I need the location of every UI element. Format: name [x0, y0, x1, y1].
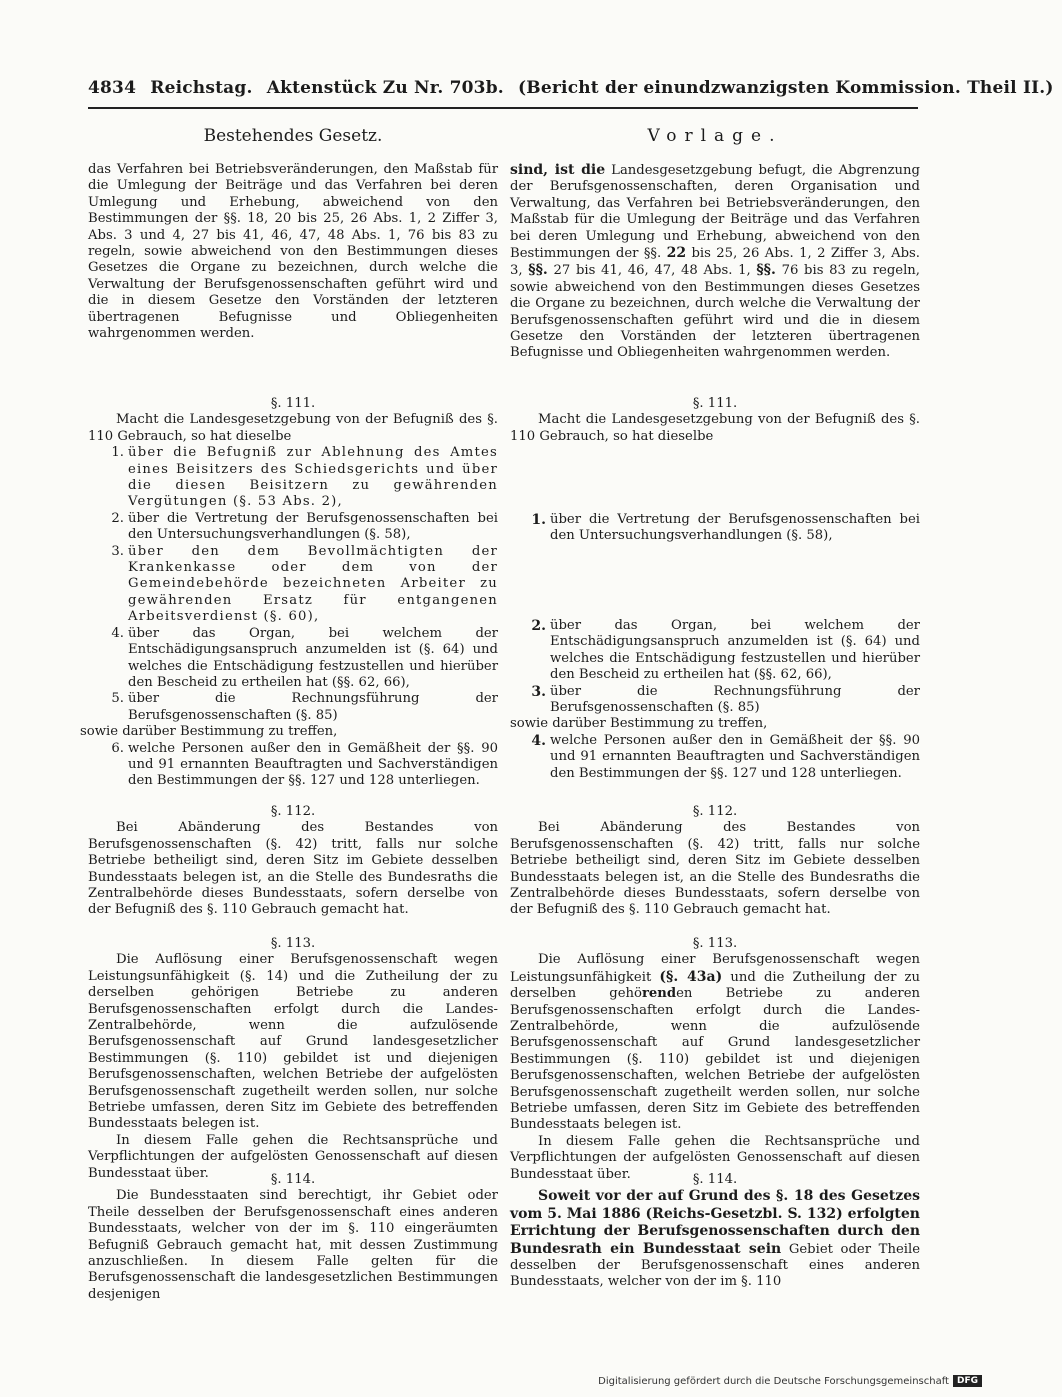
- right-intro: sind, ist die Landesgesetzgebung befugt, die Abgrenzung der Berufsgenossenschaften, deren Organisation und Verwaltung, das Verfahren bei Betriebsveränderungen, den Maßstab für die Umlegung der Beiträge und das Verfahren bei deren Umlegung und Erhebung, abweichend von den Bestimmungen der §§. 22 bis 25, 26 Abs. 1, 2 Ziffer 3, Abs. 3, §§. 27 bis 41, 46, 47, 48 Abs. 1, §§. 76 bis 83 zu regeln, sowie abweichend von den Bestimmungen dieses Gesetzes die Organe zu bezeichnen, durch welche die Verwaltung der Berufsgenossenschaften geführt wird und die in diesem Gesetze den Vorständen der letzteren übertragenen Befugnisse und Obliegenheiten wahrgenommen werden.: [510, 162, 920, 361]
- page-header: [88, 78, 1054, 98]
- left-section-114: §. 114. Die Bundesstaaten sind berechtigt, ihr Gebiet oder Theile desselben der Berufsgenossenschaft eines anderen Bundesstaats, welcher von der im §. 110 eingeräumten Befugniß Gebrauch gemacht hat, mit dessen Zustimmung anzuschließen. In diesem Falle gelten für die Berufsgenossenschaft die landesgesetzlichen Bestimmungen desjenigen: [88, 1172, 498, 1302]
- right-section-112: §. 112. Bei Abänderung des Bestandes von Berufsgenossenschaften (§. 42) tritt, falls nur solche Betriebe betheiligt sind, deren Sitz im Gebiete desselben Bundesstaats belegen ist, an die Stelle des Bundesraths die Zentralbehörde dieses Bundesstaats, sofern derselbe von der Befugniß des §. 110 Gebrauch gemacht hat.: [510, 804, 920, 918]
- footer-text: Digitalisierung gefördert durch die Deutsche Forschungsgemeinschaft: [598, 1375, 949, 1387]
- list-item: 3. über den dem Bevollmächtigten der Krankenkasse oder dem von der Gemeindebehörde bezeichneten Arbeiter zu gewährenden Ersatz für entgangenen Arbeitsverdienst (§. 60),: [111, 543, 498, 625]
- section-heading: §. 112.: [270, 804, 316, 819]
- section-heading: §. 114.: [270, 1172, 316, 1187]
- list-item: 6. welche Personen außer den in Gemäßheit der §§. 90 und 91 ernannten Beauftragten und Sachverständigen den Bestimmungen der §§. 127 und 128 unterliegen.: [111, 740, 498, 789]
- list-item: 5. über die Rechnungsführung der Berufsgenossenschaften (§. 85): [111, 691, 498, 723]
- page-number: 4834: [88, 78, 137, 98]
- list-item: 4. über das Organ, bei welchem der Entschädigungsanspruch anzumelden ist (§. 64) und welches die Entschädigung festzustellen und hierüber den Bescheid zu ertheilen hat (§§. 62, 66),: [111, 625, 498, 690]
- right-section-111: §. 111. Macht die Landesgesetzgebung von der Befugniß des §. 110 Gebrauch, so hat dieselbe: [510, 396, 920, 444]
- right-section-113: §. 113. Die Auflösung einer Berufsgenossenschaft wegen Leistungsunfähigkeit (§. 43a) und die Zutheilung der zu derselben gehörenden Betriebe zu anderen Berufsgenossenschaften erfolgt durch die Landes-Zentralbehörde, wenn die aufzulösende Berufsgenossenschaft auf Grund landesgesetzlicher Bestimmungen (§. 110) gebildet ist und diejenigen Berufsgenossenschaften, welchen Betriebe der aufgelösten Berufsgenossenschaft zugetheilt werden sollen, nur solche Betriebe umfassen, deren Sitz im Gebiete des betreffenden Bundesstaats belegen ist. In diesem Falle gehen die Rechtsansprüche und Verpflichtungen der aufgelösten Genossenschaft auf diesen Bundesstaat über.: [510, 936, 920, 1182]
- right-items-2-4: 2. über das Organ, bei welchem der Entschädigungsanspruch anzumelden ist (§. 64) und welches die Entschädigung festzustellen und hierüber den Bescheid zu ertheilen hat (§§. 62, 66), 3. über die Rechnungsführung der Berufsgenossenschaften (§. 85) sowie darüber Bestimmung zu treffen, 4. welche Personen außer den in Gemäßheit der §§. 90 und 91 ernannten Beauftragten und Sachverständigen den Bestimmungen der §§. 127 und 128 unterliegen.: [510, 618, 920, 781]
- list-item: 2. über das Organ, bei welchem der Entschädigungsanspruch anzumelden ist (§. 64) und welches die Entschädigung festzustellen und hierüber den Bescheid zu ertheilen hat (§§. 62, 66),: [531, 618, 920, 683]
- list-item: 3. über die Rechnungsführung der Berufsgenossenschaften (§. 85): [531, 683, 920, 716]
- section-heading: §. 113.: [692, 936, 738, 951]
- section-heading: §. 111.: [692, 396, 738, 411]
- left-section-113: §. 113. Die Auflösung einer Berufsgenossenschaft wegen Leistungsunfähigkeit (§. 14) und die Zutheilung der zu derselben gehörigen Betriebe zu anderen Berufsgenossenschaften erfolgt durch die Landes-Zentralbehörde, wenn die aufzulösende Berufsgenossenschaft auf Grund landesgesetzlicher Bestimmungen (§. 110) gebildet ist und diejenigen Berufsgenossenschaften, welchen Betriebe der aufgelösten Berufsgenossenschaft zugetheilt werden sollen, nur solche Betriebe umfassen, deren Sitz im Gebiete des betreffenden Bundesstaats belegen ist. In diesem Falle gehen die Rechtsansprüche und Verpflichtungen der aufgelösten Genossenschaft auf diesen Bundesstaat über.: [88, 936, 498, 1181]
- left-intro: das Verfahren bei Betriebsveränderungen, den Maßstab für die Umlegung der Beiträge und das Verfahren bei deren Umlegung und Erhebung, abweichend von den Bestimmungen der §§. 18, 20 bis 25, 26 Abs. 1, 2 Ziffer 3, Abs. 3 und 4, 27 bis 41, 46, 47, 48 Abs. 1, 76 bis 83 zu regeln, sowie abweichend von den Bestimmungen dieses Gesetzes die Organe zu bezeichnen, durch welche die Verwaltung der Berufsgenossenschaften geführt wird und die in diesem Gesetze den Vorständen der letzteren übertragenen Befugnisse und Obliegenheiten wahrgenommen werden.: [88, 162, 498, 342]
- digitization-footer: [598, 1375, 982, 1387]
- list-item: 1. über die Befugniß zur Ablehnung des Amtes eines Beisitzers des Schiedsgerichts und über die diesen Beisitzern zu gewährenden Vergütungen (§. 53 Abs. 2),: [111, 445, 498, 510]
- right-item-1: [510, 512, 920, 545]
- right-column-title: Vorlage.: [647, 126, 783, 146]
- header-report: (Bericht der einundzwanzigsten Kommission. Theil II.): [518, 78, 1054, 98]
- section-heading: §. 114.: [692, 1172, 738, 1187]
- left-section-112: §. 112. Bei Abänderung des Bestandes von Berufsgenossenschaften (§. 42) tritt, falls nur solche Betriebe betheiligt sind, deren Sitz im Gebiete desselben Bundesstaats belegen ist, an die Stelle des Bundesraths die Zentralbehörde dieses Bundesstaats, sofern derselbe von der Befugniß des §. 110 Gebrauch gemacht hat.: [88, 804, 498, 918]
- left-column-title: Bestehendes Gesetz.: [203, 126, 383, 146]
- section-heading: §. 112.: [692, 804, 738, 819]
- header-doc: Aktenstück Zu Nr. 703b.: [266, 78, 504, 98]
- header-rule: [88, 107, 918, 109]
- header-body: Reichstag.: [150, 78, 253, 98]
- section-heading: §. 111.: [270, 396, 316, 411]
- list-item: 4. welche Personen außer den in Gemäßheit der §§. 90 und 91 ernannten Beauftragten und Sachverständigen den Bestimmungen der §§. 127 und 128 unterliegen.: [531, 732, 920, 781]
- right-section-114: §. 114. Soweit vor der auf Grund des §. 18 des Gesetzes vom 5. Mai 1886 (Reichs-Gesetzbl. S. 132) erfolgten Errichtung der Berufsgenossenschaften durch den Bundesrath ein Bundesstaat sein Gebiet oder Theile desselben der Berufsgenossenschaft eines anderen Bundesstaats, welcher von der im §. 110: [510, 1172, 920, 1290]
- list-item: 2. über die Vertretung der Berufsgenossenschaften bei den Untersuchungsverhandlungen (§. 58),: [111, 510, 498, 543]
- left-section-111: §. 111. Macht die Landesgesetzgebung von der Befugniß des §. 110 Gebrauch, so hat dieselbe 1. über die Befugniß zur Ablehnung des Amtes eines Beisitzers des Schiedsgerichts und über die diesen Beisitzern zu gewährenden Vergütungen (§. 53 Abs. 2), 2. über die Vertretung der Berufsgenossenschaften bei den Untersuchungsverhandlungen (§. 58), 3. über den dem Bevollmächtigten der Krankenkasse oder dem von der Gemeindebehörde bezeichneten Arbeiter zu gewährenden Ersatz für entgangenen Arbeitsverdienst (§. 60), 4. über das Organ, bei welchem der Entschädigungsanspruch anzumelden ist (§. 64) und welches die Entschädigung festzustellen und hierüber den Bescheid zu ertheilen hat (§§. 62, 66), 5. über die Rechnungsführung der Berufsgenossenschaften (§. 85) sowie darüber Bestimmung zu treffen, 6. welche Personen außer den in Gemäßheit der §§. 90 und 91 ernannten Beauftragten und Sachverständigen den Bestimmungen der §§. 127 und 128 unterliegen.: [80, 396, 498, 789]
- list-item: 1. über die Vertretung der Berufsgenossenschaften bei den Untersuchungsverhandlungen (§. 58),: [531, 512, 920, 544]
- dfg-logo: DFG: [953, 1375, 982, 1387]
- section-heading: §. 113.: [270, 936, 316, 951]
